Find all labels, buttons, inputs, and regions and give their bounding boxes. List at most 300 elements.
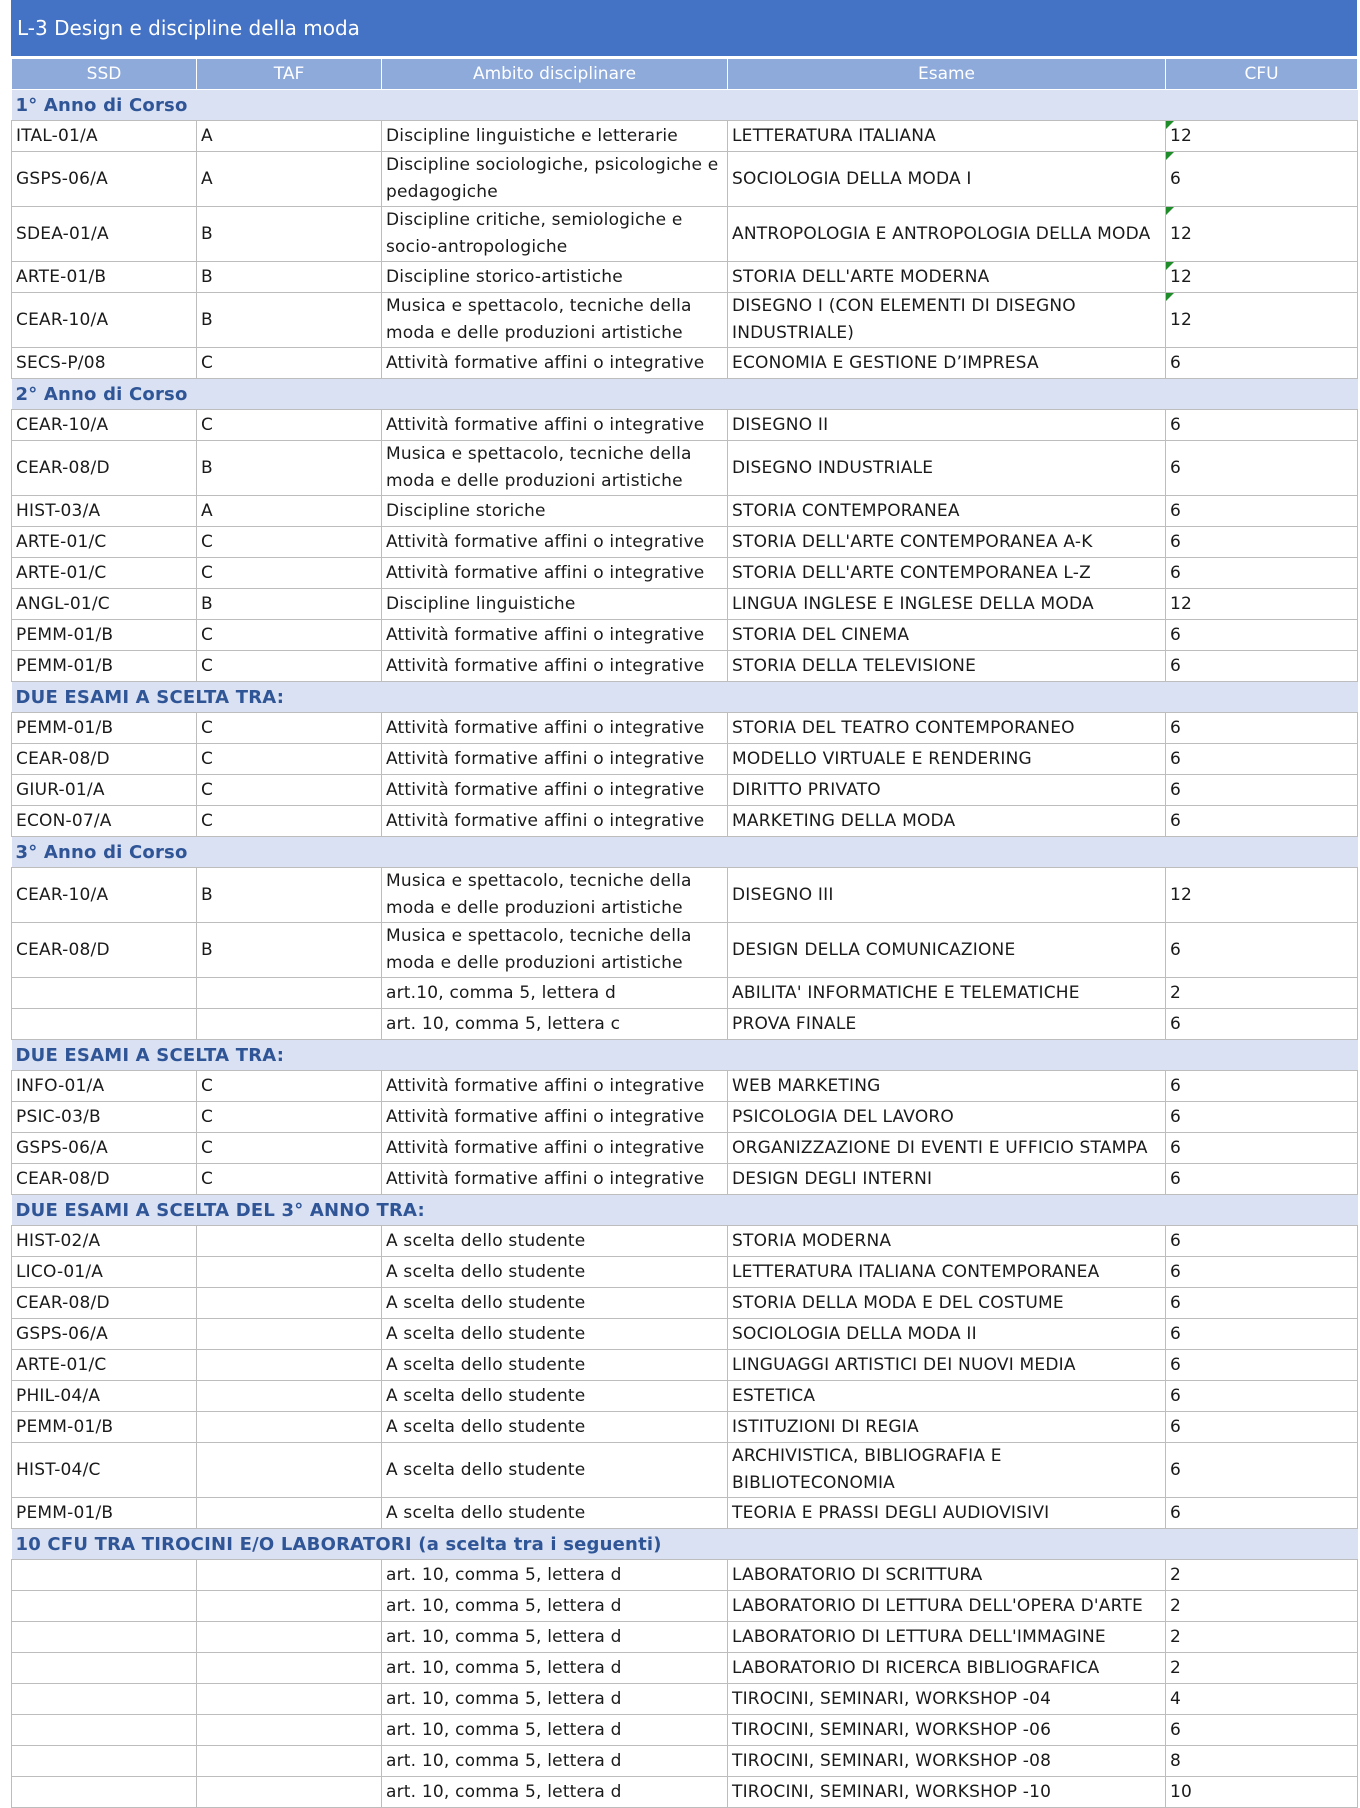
- cell-taf[interactable]: C: [197, 775, 382, 806]
- sheet-title: L-3 Design e discipline della moda: [17, 16, 360, 40]
- cell-ambito[interactable]: Discipline critiche, semiologiche e socio-antropologiche: [382, 207, 728, 262]
- cfu-value: 6: [1170, 352, 1182, 373]
- cell-esame[interactable]: SOCIOLOGIA DELLA MODA I: [728, 152, 1166, 207]
- cell-ssd[interactable]: SECS-P/08: [12, 348, 197, 379]
- cell-esame[interactable]: DESIGN DELLA COMUNICAZIONE: [728, 923, 1166, 978]
- cell-taf[interactable]: C: [197, 410, 382, 441]
- cell-ssd[interactable]: CEAR-08/D: [12, 1288, 197, 1319]
- cell-taf[interactable]: [197, 1715, 382, 1746]
- cell-esame[interactable]: PSICOLOGIA DEL LAVORO: [728, 1102, 1166, 1133]
- cell-esame[interactable]: ANTROPOLOGIA E ANTROPOLOGIA DELLA MODA: [728, 207, 1166, 262]
- cell-taf[interactable]: C: [197, 620, 382, 651]
- cell-ssd[interactable]: HIST-04/C: [12, 1443, 197, 1498]
- cell-cfu[interactable]: [1166, 1560, 1358, 1591]
- cell-cfu[interactable]: [1166, 1319, 1358, 1350]
- cell-ssd[interactable]: HIST-02/A: [12, 1226, 197, 1257]
- cell-cfu[interactable]: [1166, 868, 1358, 923]
- cell-ssd[interactable]: [12, 978, 197, 1009]
- cell-esame[interactable]: WEB MARKETING: [728, 1071, 1166, 1102]
- cell-ambito[interactable]: Musica e spettacolo, tecniche della moda e delle produzioni artistiche: [382, 868, 728, 923]
- cell-cfu[interactable]: [1166, 1350, 1358, 1381]
- section-title[interactable]: 2° Anno di Corso: [12, 379, 1358, 410]
- cell-taf[interactable]: [197, 1288, 382, 1319]
- cell-ambito[interactable]: A scelta dello studente: [382, 1498, 728, 1529]
- cell-cfu[interactable]: [1166, 527, 1358, 558]
- cell-esame[interactable]: LINGUA INGLESE E INGLESE DELLA MODA: [728, 589, 1166, 620]
- cell-cfu[interactable]: [1166, 775, 1358, 806]
- cell-ssd[interactable]: PEMM-01/B: [12, 713, 197, 744]
- cell-esame[interactable]: LABORATORIO DI RICERCA BIBLIOGRAFICA: [728, 1653, 1166, 1684]
- cell-esame[interactable]: LETTERATURA ITALIANA CONTEMPORANEA: [728, 1257, 1166, 1288]
- comment-indicator-icon[interactable]: [1166, 207, 1174, 215]
- cell-ambito[interactable]: A scelta dello studente: [382, 1381, 728, 1412]
- cell-esame[interactable]: DISEGNO II: [728, 410, 1166, 441]
- cell-ssd[interactable]: INFO-01/A: [12, 1071, 197, 1102]
- cell-ambito[interactable]: A scelta dello studente: [382, 1350, 728, 1381]
- cell-cfu[interactable]: [1166, 1381, 1358, 1412]
- cell-cfu[interactable]: [1166, 1443, 1358, 1498]
- cell-ambito[interactable]: Attività formative affini o integrative: [382, 1164, 728, 1195]
- table-row: [12, 1381, 1358, 1412]
- cell-cfu[interactable]: [1166, 410, 1358, 441]
- cfu-value: 6: [1170, 1013, 1182, 1034]
- cell-esame[interactable]: ECONOMIA E GESTIONE D’IMPRESA: [728, 348, 1166, 379]
- cell-cfu[interactable]: [1166, 1412, 1358, 1443]
- table-row: [12, 589, 1358, 620]
- cell-ssd[interactable]: ARTE-01/C: [12, 558, 197, 589]
- cell-ambito[interactable]: art. 10, comma 5, lettera d: [382, 1622, 728, 1653]
- cell-taf[interactable]: B: [197, 207, 382, 262]
- cell-cfu[interactable]: [1166, 1226, 1358, 1257]
- section-title[interactable]: 3° Anno di Corso: [12, 837, 1358, 868]
- cell-taf[interactable]: [197, 1350, 382, 1381]
- cell-ambito[interactable]: Attività formative affini o integrative: [382, 348, 728, 379]
- cell-ssd[interactable]: GSPS-06/A: [12, 1319, 197, 1350]
- cell-esame[interactable]: SOCIOLOGIA DELLA MODA II: [728, 1319, 1166, 1350]
- cell-ambito[interactable]: A scelta dello studente: [382, 1319, 728, 1350]
- cfu-value: 6: [1170, 810, 1182, 831]
- table-row: [12, 1653, 1358, 1684]
- cell-esame[interactable]: MODELLO VIRTUALE E RENDERING: [728, 744, 1166, 775]
- comment-indicator-icon[interactable]: [1166, 293, 1174, 301]
- cell-ambito[interactable]: Attività formative affini o integrative: [382, 1102, 728, 1133]
- section-header-row: [12, 1529, 1358, 1560]
- cell-ambito[interactable]: Attività formative affini o integrative: [382, 651, 728, 682]
- table-row: [12, 713, 1358, 744]
- cell-ambito[interactable]: Attività formative affini o integrative: [382, 1071, 728, 1102]
- cell-taf[interactable]: C: [197, 527, 382, 558]
- cell-taf[interactable]: [197, 1498, 382, 1529]
- table-row: [12, 1133, 1358, 1164]
- table-row: [12, 121, 1358, 152]
- cell-ambito[interactable]: A scelta dello studente: [382, 1412, 728, 1443]
- cell-ambito[interactable]: art.10, comma 5, lettera d: [382, 978, 728, 1009]
- cell-taf[interactable]: C: [197, 1071, 382, 1102]
- section-header-row: [12, 1040, 1358, 1071]
- cell-ssd[interactable]: PEMM-01/B: [12, 1498, 197, 1529]
- cfu-value: 6: [1170, 748, 1182, 769]
- cell-ambito[interactable]: Attività formative affini o integrative: [382, 806, 728, 837]
- cell-esame[interactable]: STORIA DELLA MODA E DEL COSTUME: [728, 1288, 1166, 1319]
- cfu-value: 12: [1170, 266, 1193, 287]
- cell-taf[interactable]: [197, 1381, 382, 1412]
- cell-ssd[interactable]: ITAL-01/A: [12, 121, 197, 152]
- cell-ambito[interactable]: A scelta dello studente: [382, 1443, 728, 1498]
- cell-cfu[interactable]: [1166, 1591, 1358, 1622]
- cell-cfu[interactable]: [1166, 1746, 1358, 1777]
- cell-taf[interactable]: [197, 1746, 382, 1777]
- cell-esame[interactable]: TIROCINI, SEMINARI, WORKSHOP -04: [728, 1684, 1166, 1715]
- cell-taf[interactable]: C: [197, 744, 382, 775]
- cell-ambito[interactable]: Musica e spettacolo, tecniche della moda e delle produzioni artistiche: [382, 923, 728, 978]
- cell-cfu[interactable]: [1166, 558, 1358, 589]
- comment-indicator-icon[interactable]: [1166, 262, 1174, 270]
- column-header-cfu[interactable]: CFU: [1166, 59, 1358, 90]
- comment-indicator-icon[interactable]: [1166, 152, 1174, 160]
- table-row: [12, 1684, 1358, 1715]
- cell-esame[interactable]: STORIA DEL TEATRO CONTEMPORANEO: [728, 713, 1166, 744]
- cell-esame[interactable]: STORIA DELL'ARTE CONTEMPORANEA A-K: [728, 527, 1166, 558]
- cell-cfu[interactable]: [1166, 1133, 1358, 1164]
- cell-cfu[interactable]: [1166, 589, 1358, 620]
- cell-ambito[interactable]: Musica e spettacolo, tecniche della moda e delle produzioni artistiche: [382, 441, 728, 496]
- cfu-value: 6: [1170, 1502, 1182, 1523]
- cell-esame[interactable]: LABORATORIO DI LETTURA DELL'OPERA D'ARTE: [728, 1591, 1166, 1622]
- cfu-value: 6: [1170, 1230, 1182, 1251]
- cell-cfu[interactable]: [1166, 262, 1358, 293]
- table-row: [12, 923, 1358, 978]
- cell-taf[interactable]: B: [197, 262, 382, 293]
- cell-cfu[interactable]: [1166, 293, 1358, 348]
- cell-ambito[interactable]: art. 10, comma 5, lettera d: [382, 1777, 728, 1808]
- cell-taf[interactable]: B: [197, 868, 382, 923]
- section-title[interactable]: DUE ESAMI A SCELTA DEL 3° ANNO TRA:: [12, 1195, 1358, 1226]
- cell-taf[interactable]: C: [197, 806, 382, 837]
- cfu-value: 12: [1170, 125, 1193, 146]
- cfu-value: 6: [1170, 1354, 1182, 1375]
- cell-cfu[interactable]: [1166, 1622, 1358, 1653]
- cell-cfu[interactable]: [1166, 651, 1358, 682]
- cell-ssd[interactable]: ARTE-01/C: [12, 527, 197, 558]
- cell-ambito[interactable]: Attività formative affini o integrative: [382, 775, 728, 806]
- table-row: [12, 1560, 1358, 1591]
- cell-ssd[interactable]: [12, 1560, 197, 1591]
- cfu-value: 6: [1170, 1416, 1182, 1437]
- cell-ambito[interactable]: art. 10, comma 5, lettera d: [382, 1560, 728, 1591]
- cell-esame[interactable]: TIROCINI, SEMINARI, WORKSHOP -08: [728, 1746, 1166, 1777]
- cfu-value: 6: [1170, 457, 1182, 478]
- cell-cfu[interactable]: [1166, 1653, 1358, 1684]
- cell-ssd[interactable]: CEAR-10/A: [12, 410, 197, 441]
- cell-ssd[interactable]: CEAR-08/D: [12, 441, 197, 496]
- cell-ssd[interactable]: CEAR-10/A: [12, 868, 197, 923]
- cell-cfu[interactable]: [1166, 152, 1358, 207]
- cell-ssd[interactable]: GIUR-01/A: [12, 775, 197, 806]
- table-row: [12, 744, 1358, 775]
- cell-ssd[interactable]: PHIL-04/A: [12, 1381, 197, 1412]
- cell-esame[interactable]: DISEGNO INDUSTRIALE: [728, 441, 1166, 496]
- table-row: [12, 496, 1358, 527]
- table-row: [12, 775, 1358, 806]
- cell-ssd[interactable]: CEAR-10/A: [12, 293, 197, 348]
- cell-cfu[interactable]: [1166, 1288, 1358, 1319]
- cfu-value: 6: [1170, 1385, 1182, 1406]
- cell-ambito[interactable]: Discipline sociologiche, psicologiche e pedagogiche: [382, 152, 728, 207]
- cell-esame[interactable]: ORGANIZZAZIONE DI EVENTI E UFFICIO STAMPA: [728, 1133, 1166, 1164]
- cfu-value: 6: [1170, 1137, 1182, 1158]
- cell-taf[interactable]: [197, 1591, 382, 1622]
- cell-cfu[interactable]: [1166, 441, 1358, 496]
- table-row: [12, 527, 1358, 558]
- cell-ssd[interactable]: [12, 1591, 197, 1622]
- cell-taf[interactable]: C: [197, 1164, 382, 1195]
- cell-cfu[interactable]: [1166, 121, 1358, 152]
- cell-ssd[interactable]: [12, 1684, 197, 1715]
- cell-esame[interactable]: ESTETICA: [728, 1381, 1166, 1412]
- cell-ambito[interactable]: A scelta dello studente: [382, 1257, 728, 1288]
- cell-cfu[interactable]: [1166, 923, 1358, 978]
- cell-esame[interactable]: STORIA DELL'ARTE MODERNA: [728, 262, 1166, 293]
- cell-taf[interactable]: A: [197, 121, 382, 152]
- cell-taf[interactable]: [197, 978, 382, 1009]
- cell-ssd[interactable]: PEMM-01/B: [12, 651, 197, 682]
- cfu-value: 12: [1170, 309, 1193, 330]
- cell-ambito[interactable]: Discipline linguistiche e letterarie: [382, 121, 728, 152]
- section-title[interactable]: 1° Anno di Corso: [12, 90, 1358, 121]
- cell-esame[interactable]: PROVA FINALE: [728, 1009, 1166, 1040]
- cell-taf[interactable]: [197, 1777, 382, 1808]
- cell-cfu[interactable]: [1166, 1009, 1358, 1040]
- table-row: [12, 410, 1358, 441]
- cell-ambito[interactable]: Attività formative affini o integrative: [382, 558, 728, 589]
- cell-esame[interactable]: DIRITTO PRIVATO: [728, 775, 1166, 806]
- cell-taf[interactable]: B: [197, 293, 382, 348]
- cell-cfu[interactable]: [1166, 348, 1358, 379]
- cell-ambito[interactable]: Attività formative affini o integrative: [382, 527, 728, 558]
- cell-ssd[interactable]: [12, 1009, 197, 1040]
- cfu-value: 6: [1170, 531, 1182, 552]
- cell-taf[interactable]: [197, 1560, 382, 1591]
- cell-ambito[interactable]: Discipline storiche: [382, 496, 728, 527]
- cell-ambito[interactable]: Discipline linguistiche: [382, 589, 728, 620]
- cell-ssd[interactable]: SDEA-01/A: [12, 207, 197, 262]
- cell-esame[interactable]: STORIA MODERNA: [728, 1226, 1166, 1257]
- cell-taf[interactable]: B: [197, 589, 382, 620]
- cell-ambito[interactable]: Attività formative affini o integrative: [382, 713, 728, 744]
- table-row: [12, 1746, 1358, 1777]
- cell-esame[interactable]: DISEGNO III: [728, 868, 1166, 923]
- cell-esame[interactable]: LETTERATURA ITALIANA: [728, 121, 1166, 152]
- cell-cfu[interactable]: [1166, 1071, 1358, 1102]
- section-header-row: [12, 90, 1358, 121]
- table-row: [12, 348, 1358, 379]
- cell-cfu[interactable]: [1166, 744, 1358, 775]
- cell-esame[interactable]: ARCHIVISTICA, BIBLIOGRAFIA E BIBLIOTECONOMIA: [728, 1443, 1166, 1498]
- cell-ambito[interactable]: Attività formative affini o integrative: [382, 620, 728, 651]
- cell-ssd[interactable]: CEAR-08/D: [12, 923, 197, 978]
- cell-esame[interactable]: LINGUAGGI ARTISTICI DEI NUOVI MEDIA: [728, 1350, 1166, 1381]
- cell-ambito[interactable]: Musica e spettacolo, tecniche della moda e delle produzioni artistiche: [382, 293, 728, 348]
- section-header-row: [12, 682, 1358, 713]
- cfu-value: 6: [1170, 655, 1182, 676]
- cell-ssd[interactable]: GSPS-06/A: [12, 152, 197, 207]
- cell-taf[interactable]: [197, 1009, 382, 1040]
- cell-ssd[interactable]: ANGL-01/C: [12, 589, 197, 620]
- cell-cfu[interactable]: [1166, 620, 1358, 651]
- table-row: [12, 1591, 1358, 1622]
- cell-cfu[interactable]: [1166, 713, 1358, 744]
- section-header-row: [12, 379, 1358, 410]
- table-row: [12, 1715, 1358, 1746]
- cell-esame[interactable]: LABORATORIO DI SCRITTURA: [728, 1560, 1166, 1591]
- cfu-value: 6: [1170, 1292, 1182, 1313]
- comment-indicator-icon[interactable]: [1166, 121, 1174, 129]
- section-title[interactable]: DUE ESAMI A SCELTA TRA:: [12, 1040, 1358, 1071]
- cell-ssd[interactable]: ARTE-01/B: [12, 262, 197, 293]
- column-header-ssd[interactable]: SSD: [12, 59, 197, 90]
- cell-taf[interactable]: C: [197, 651, 382, 682]
- cell-taf[interactable]: C: [197, 1102, 382, 1133]
- cell-taf[interactable]: C: [197, 1133, 382, 1164]
- cell-cfu[interactable]: [1166, 207, 1358, 262]
- cell-cfu[interactable]: [1166, 978, 1358, 1009]
- table-row: [12, 1350, 1358, 1381]
- cfu-value: 12: [1170, 223, 1193, 244]
- cell-ambito[interactable]: Attività formative affini o integrative: [382, 410, 728, 441]
- cell-esame[interactable]: ISTITUZIONI DI REGIA: [728, 1412, 1166, 1443]
- cell-ambito[interactable]: Attività formative affini o integrative: [382, 744, 728, 775]
- cell-cfu[interactable]: [1166, 1257, 1358, 1288]
- curriculum-table: [11, 58, 1358, 1808]
- cell-ambito[interactable]: Discipline storico-artistiche: [382, 262, 728, 293]
- table-row: [12, 1257, 1358, 1288]
- cell-esame[interactable]: STORIA DELLA TELEVISIONE: [728, 651, 1166, 682]
- cell-esame[interactable]: TIROCINI, SEMINARI, WORKSHOP -10: [728, 1777, 1166, 1808]
- table-row: [12, 1412, 1358, 1443]
- cell-esame[interactable]: STORIA DELL'ARTE CONTEMPORANEA L-Z: [728, 558, 1166, 589]
- cell-cfu[interactable]: [1166, 496, 1358, 527]
- cell-taf[interactable]: B: [197, 923, 382, 978]
- cell-ssd[interactable]: PSIC-03/B: [12, 1102, 197, 1133]
- table-row: [12, 262, 1358, 293]
- cell-taf[interactable]: B: [197, 441, 382, 496]
- cell-ssd[interactable]: ARTE-01/C: [12, 1350, 197, 1381]
- cell-cfu[interactable]: [1166, 1684, 1358, 1715]
- cfu-value: 6: [1170, 414, 1182, 435]
- cell-esame[interactable]: TEORIA E PRASSI DEGLI AUDIOVISIVI: [728, 1498, 1166, 1529]
- cfu-value: 10: [1170, 1781, 1193, 1802]
- cell-taf[interactable]: [197, 1653, 382, 1684]
- cell-esame[interactable]: STORIA CONTEMPORANEA: [728, 496, 1166, 527]
- cell-ssd[interactable]: HIST-03/A: [12, 496, 197, 527]
- column-header-taf[interactable]: TAF: [197, 59, 382, 90]
- sheet-title-bar: [11, 0, 1357, 56]
- table-row: [12, 441, 1358, 496]
- cell-taf[interactable]: [197, 1257, 382, 1288]
- cell-ambito[interactable]: art. 10, comma 5, lettera d: [382, 1653, 728, 1684]
- cell-ambito[interactable]: art. 10, comma 5, lettera c: [382, 1009, 728, 1040]
- cell-ssd[interactable]: PEMM-01/B: [12, 620, 197, 651]
- cell-taf[interactable]: [197, 1412, 382, 1443]
- table-row: [12, 1288, 1358, 1319]
- cell-esame[interactable]: MARKETING DELLA MODA: [728, 806, 1166, 837]
- cell-ssd[interactable]: [12, 1653, 197, 1684]
- cell-ssd[interactable]: [12, 1715, 197, 1746]
- cell-ambito[interactable]: Attività formative affini o integrative: [382, 1133, 728, 1164]
- cell-esame[interactable]: TIROCINI, SEMINARI, WORKSHOP -06: [728, 1715, 1166, 1746]
- cfu-value: 6: [1170, 939, 1182, 960]
- cfu-value: 2: [1170, 982, 1182, 1003]
- cell-taf[interactable]: A: [197, 152, 382, 207]
- cell-taf[interactable]: [197, 1226, 382, 1257]
- section-title[interactable]: 10 CFU TRA TIROCINI E/O LABORATORI (a scelta tra i seguenti): [12, 1529, 1358, 1560]
- cell-ssd[interactable]: [12, 1622, 197, 1653]
- cell-ambito[interactable]: art. 10, comma 5, lettera d: [382, 1746, 728, 1777]
- table-row: [12, 651, 1358, 682]
- cell-taf[interactable]: C: [197, 713, 382, 744]
- cell-ssd[interactable]: GSPS-06/A: [12, 1133, 197, 1164]
- cell-ssd[interactable]: [12, 1777, 197, 1808]
- cell-taf[interactable]: A: [197, 496, 382, 527]
- cell-ssd[interactable]: CEAR-08/D: [12, 744, 197, 775]
- cell-ssd[interactable]: CEAR-08/D: [12, 1164, 197, 1195]
- cell-taf[interactable]: C: [197, 348, 382, 379]
- cell-ambito[interactable]: art. 10, comma 5, lettera d: [382, 1591, 728, 1622]
- table-row: [12, 1498, 1358, 1529]
- cell-ambito[interactable]: art. 10, comma 5, lettera d: [382, 1715, 728, 1746]
- cell-ambito[interactable]: A scelta dello studente: [382, 1288, 728, 1319]
- cell-esame[interactable]: DESIGN DEGLI INTERNI: [728, 1164, 1166, 1195]
- cell-esame[interactable]: ABILITA' INFORMATICHE E TELEMATICHE: [728, 978, 1166, 1009]
- cell-ssd[interactable]: LICO-01/A: [12, 1257, 197, 1288]
- cell-taf[interactable]: [197, 1622, 382, 1653]
- table-row: [12, 806, 1358, 837]
- cell-cfu[interactable]: [1166, 806, 1358, 837]
- cell-esame[interactable]: LABORATORIO DI LETTURA DELL'IMMAGINE: [728, 1622, 1166, 1653]
- cfu-value: 6: [1170, 779, 1182, 800]
- cell-cfu[interactable]: [1166, 1777, 1358, 1808]
- cell-ambito[interactable]: A scelta dello studente: [382, 1226, 728, 1257]
- cell-cfu[interactable]: [1166, 1164, 1358, 1195]
- cfu-value: 6: [1170, 562, 1182, 583]
- column-header-ambito[interactable]: Ambito disciplinare: [382, 59, 728, 90]
- table-row: [12, 1226, 1358, 1257]
- cell-cfu[interactable]: [1166, 1102, 1358, 1133]
- cfu-value: 6: [1170, 168, 1182, 189]
- cfu-value: 2: [1170, 1626, 1182, 1647]
- cfu-value: 6: [1170, 1459, 1182, 1480]
- cell-taf[interactable]: C: [197, 558, 382, 589]
- column-header-esame[interactable]: Esame: [728, 59, 1166, 90]
- cell-taf[interactable]: [197, 1319, 382, 1350]
- cfu-value: 12: [1170, 593, 1193, 614]
- cell-taf[interactable]: [197, 1684, 382, 1715]
- section-title[interactable]: DUE ESAMI A SCELTA TRA:: [12, 682, 1358, 713]
- cell-ssd[interactable]: PEMM-01/B: [12, 1412, 197, 1443]
- table-row: [12, 1009, 1358, 1040]
- cell-ssd[interactable]: [12, 1746, 197, 1777]
- cell-esame[interactable]: STORIA DEL CINEMA: [728, 620, 1166, 651]
- cfu-value: 6: [1170, 1719, 1182, 1740]
- table-row: [12, 1443, 1358, 1498]
- cell-esame[interactable]: DISEGNO I (CON ELEMENTI DI DISEGNO INDUSTRIALE): [728, 293, 1166, 348]
- table-body: [12, 90, 1358, 1808]
- cell-cfu[interactable]: [1166, 1715, 1358, 1746]
- cell-cfu[interactable]: [1166, 1498, 1358, 1529]
- cell-ssd[interactable]: ECON-07/A: [12, 806, 197, 837]
- cell-taf[interactable]: [197, 1443, 382, 1498]
- cell-ambito[interactable]: art. 10, comma 5, lettera d: [382, 1684, 728, 1715]
